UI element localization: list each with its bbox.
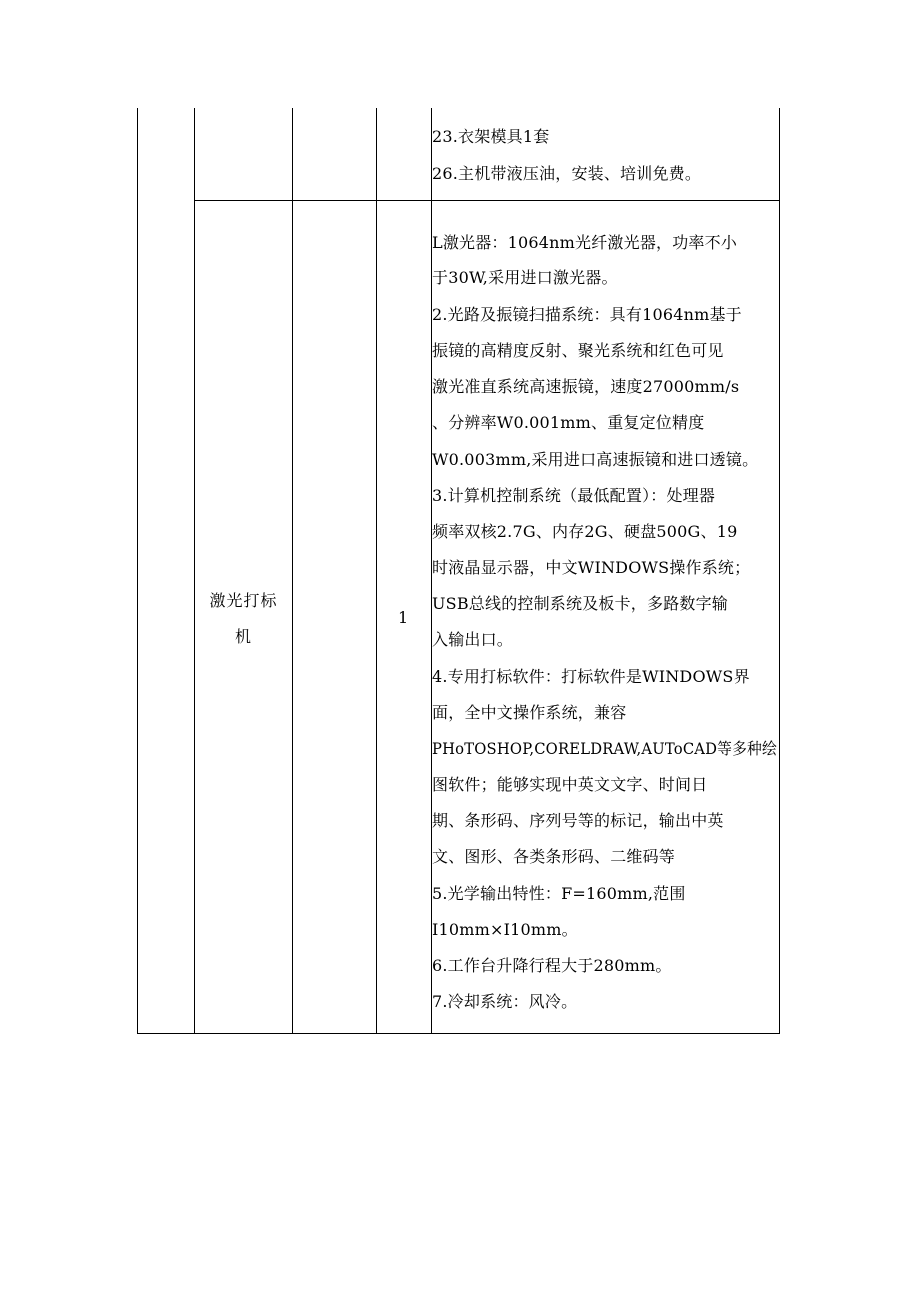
column-divider-1 bbox=[194, 108, 195, 1034]
spec-line: 文、图形、各类条形码、二维码等 bbox=[432, 847, 676, 866]
spec-line: 2.光路及振镜扫描系统：具有1064nm基于 bbox=[432, 305, 742, 324]
spec-line: I10mm×I10mm。 bbox=[432, 920, 578, 939]
row-divider bbox=[194, 200, 780, 201]
spec-line: 于30W,采用进口激光器。 bbox=[432, 268, 618, 287]
item-quantity: 1 bbox=[398, 608, 409, 627]
spec-line: 期、条形码、序列号等的标记，输出中英 bbox=[432, 811, 724, 830]
spec-line: 、分辨率W0.001mm、重复定位精度 bbox=[432, 413, 705, 432]
spec-line: W0.003mm,采用进口高速振镜和进口透镜。 bbox=[432, 450, 759, 469]
spec-line: 振镜的高精度反射、聚光系统和红色可见 bbox=[432, 341, 724, 360]
spec-line: 入输出口。 bbox=[432, 630, 514, 649]
spec-line: 5.光学输出特性：F=160mm,范围 bbox=[432, 884, 686, 903]
table-border-left bbox=[137, 108, 138, 1034]
column-divider-2 bbox=[292, 108, 293, 1034]
table-border-right bbox=[779, 108, 780, 1034]
spec-line: 面，全中文操作系统，兼容 bbox=[432, 703, 627, 722]
spec-line: L激光器：1064nm光纤激光器，功率不小 bbox=[432, 233, 738, 252]
spec-line: 4.专用打标软件：打标软件是WINDOWS界 bbox=[432, 667, 750, 686]
spec-line: 时液晶显示器，中文WINDOWS操作系统； bbox=[432, 558, 751, 577]
table-border-bottom bbox=[137, 1033, 780, 1034]
spec-line: 频率双核2.7G、内存2G、硬盘500G、19 bbox=[432, 522, 738, 541]
spec-line: 6.工作台升降行程大于280mm。 bbox=[432, 956, 672, 975]
spec-line: 3.计算机控制系统（最低配置）：处理器 bbox=[432, 486, 716, 505]
spec-line: 图软件；能够实现中英文文字、时间日 bbox=[432, 775, 708, 794]
spec-line: 23.衣架模具1套 bbox=[432, 127, 550, 146]
spec-line: 激光准直系统高速振镜，速度27000mm/s bbox=[432, 377, 740, 396]
spec-line: USB总线的控制系统及板卡，多路数字输 bbox=[432, 594, 729, 613]
spec-line: 26.主机带液压油，安装、培训免费。 bbox=[432, 164, 702, 183]
spec-line: PHoTOSHOP,CORELDRAW,AUToCAD等多种绘 bbox=[432, 739, 777, 758]
item-name-line: 激光打标 bbox=[209, 591, 278, 610]
spec-line: 7.冷却系统：风冷。 bbox=[432, 992, 578, 1011]
item-name-line: 机 bbox=[234, 627, 252, 646]
column-divider-3 bbox=[376, 108, 377, 1034]
